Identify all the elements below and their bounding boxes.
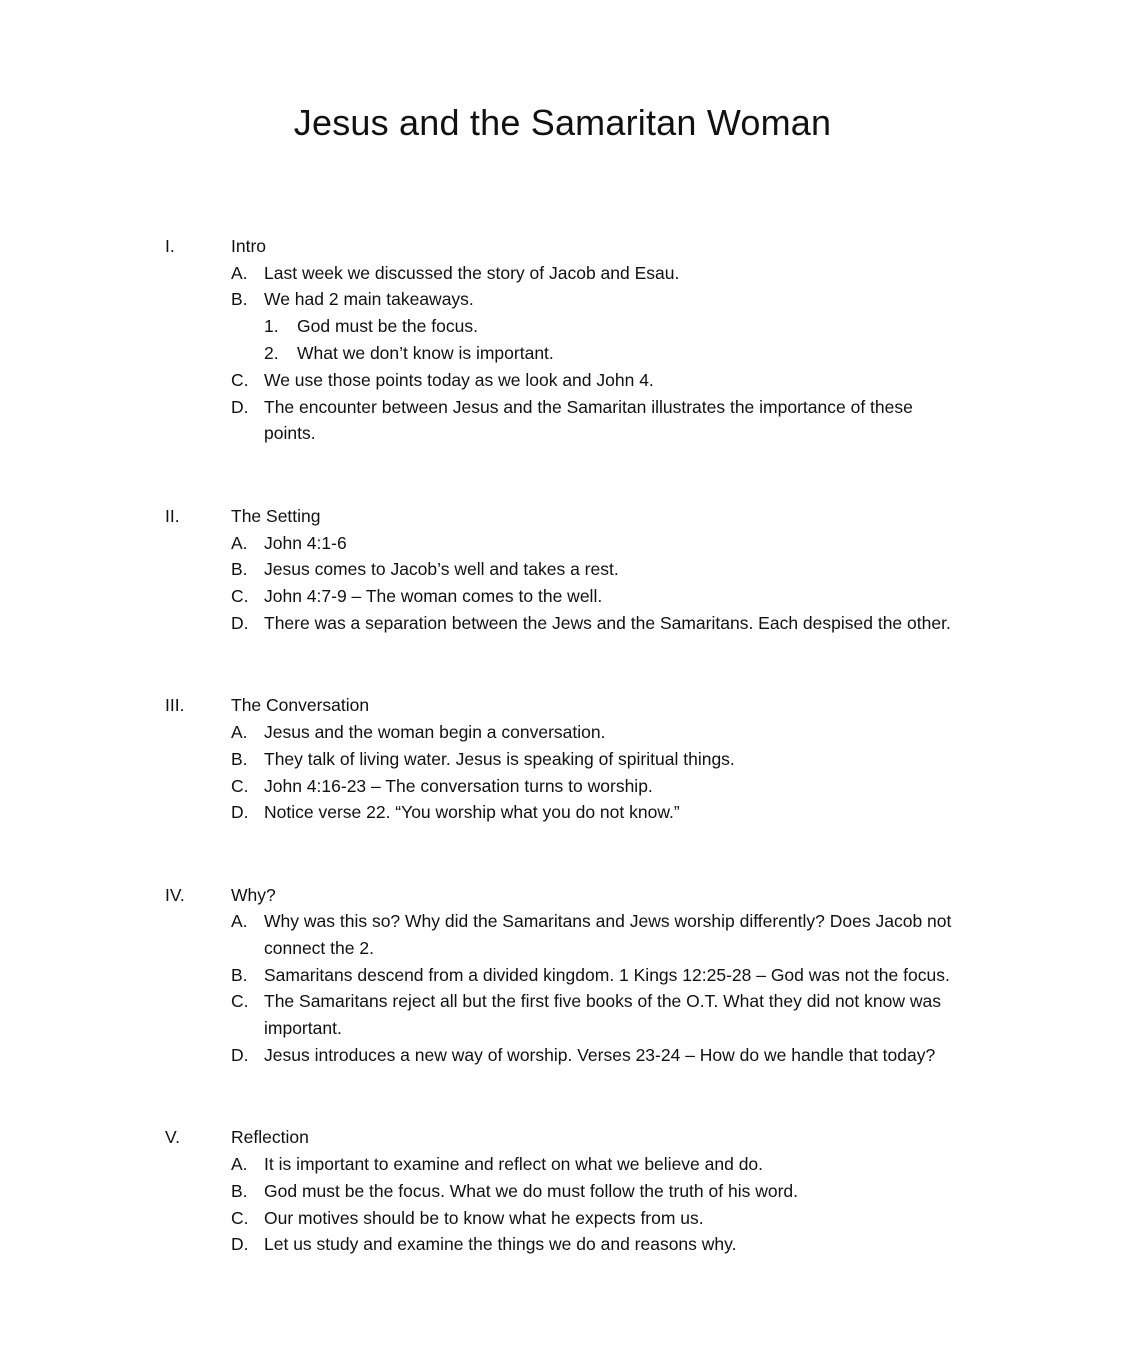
item-text-continued: connect the 2. [264, 938, 374, 958]
section-heading: Why? [231, 885, 276, 905]
item-letter: A. [231, 911, 248, 931]
page-title: Jesus and the Samaritan Woman [293, 102, 832, 143]
item-text: John 4:1-6 [264, 533, 347, 553]
item-text: Samaritans descend from a divided kingdom. 1 Kings 12:25-28 – God was not the focus. [264, 965, 950, 985]
section-numeral: IV. [165, 885, 185, 905]
item-letter: C. [231, 1208, 249, 1228]
item-text: Notice verse 22. “You worship what you do not know.” [264, 802, 680, 822]
item-letter: D. [231, 397, 249, 417]
item-letter: B. [231, 559, 248, 579]
subitem-number: 1. [264, 316, 279, 336]
item-letter: D. [231, 1045, 249, 1065]
section-heading: The Setting [231, 506, 321, 526]
section-numeral: V. [165, 1127, 180, 1147]
item-letter: C. [231, 991, 249, 1011]
item-text: Last week we discussed the story of Jacob and Esau. [264, 263, 680, 283]
item-text: The encounter between Jesus and the Samaritan illustrates the importance of these [264, 397, 913, 417]
item-text: God must be the focus. What we do must follow the truth of his word. [264, 1181, 798, 1201]
item-text-continued: points. [264, 423, 316, 443]
subitem-text: God must be the focus. [297, 316, 478, 336]
item-letter: C. [231, 370, 249, 390]
item-text: We use those points today as we look and John 4. [264, 370, 654, 390]
item-text-continued: important. [264, 1018, 342, 1038]
item-text: It is important to examine and reflect on what we believe and do. [264, 1154, 764, 1174]
item-letter: D. [231, 1234, 249, 1254]
item-text: They talk of living water. Jesus is speaking of spiritual things. [264, 749, 735, 769]
item-letter: C. [231, 586, 249, 606]
item-letter: A. [231, 263, 248, 283]
section-numeral: I. [165, 236, 175, 256]
item-text: Our motives should be to know what he expects from us. [264, 1208, 704, 1228]
section-numeral: II. [165, 506, 180, 526]
item-letter: B. [231, 289, 248, 309]
item-letter: C. [231, 776, 249, 796]
item-text: Jesus comes to Jacob’s well and takes a rest. [264, 559, 619, 579]
item-text: John 4:7-9 – The woman comes to the well. [264, 586, 603, 606]
section-numeral: III. [165, 695, 185, 715]
item-text: There was a separation between the Jews and the Samaritans. Each despised the other. [264, 613, 951, 633]
item-letter: A. [231, 533, 248, 553]
item-text: We had 2 main takeaways. [264, 289, 474, 309]
item-letter: D. [231, 613, 249, 633]
section-heading: Reflection [231, 1127, 309, 1147]
item-letter: B. [231, 1181, 248, 1201]
subitem-text: What we don’t know is important. [297, 343, 554, 363]
item-letter: B. [231, 749, 248, 769]
item-text: The Samaritans reject all but the first five books of the O.T. What they did not know was [264, 991, 941, 1011]
item-text: John 4:16-23 – The conversation turns to worship. [264, 776, 653, 796]
item-text: Why was this so? Why did the Samaritans and Jews worship differently? Does Jacob not [264, 911, 952, 931]
item-letter: B. [231, 965, 248, 985]
subitem-number: 2. [264, 343, 279, 363]
item-letter: D. [231, 802, 249, 822]
item-text: Jesus and the woman begin a conversation. [264, 722, 606, 742]
item-text: Jesus introduces a new way of worship. Verses 23-24 – How do we handle that today? [264, 1045, 936, 1065]
item-letter: A. [231, 1154, 248, 1174]
section-heading: Intro [231, 236, 267, 256]
section-heading: The Conversation [231, 695, 370, 715]
item-text: Let us study and examine the things we do and reasons why. [264, 1234, 737, 1254]
item-letter: A. [231, 722, 248, 742]
